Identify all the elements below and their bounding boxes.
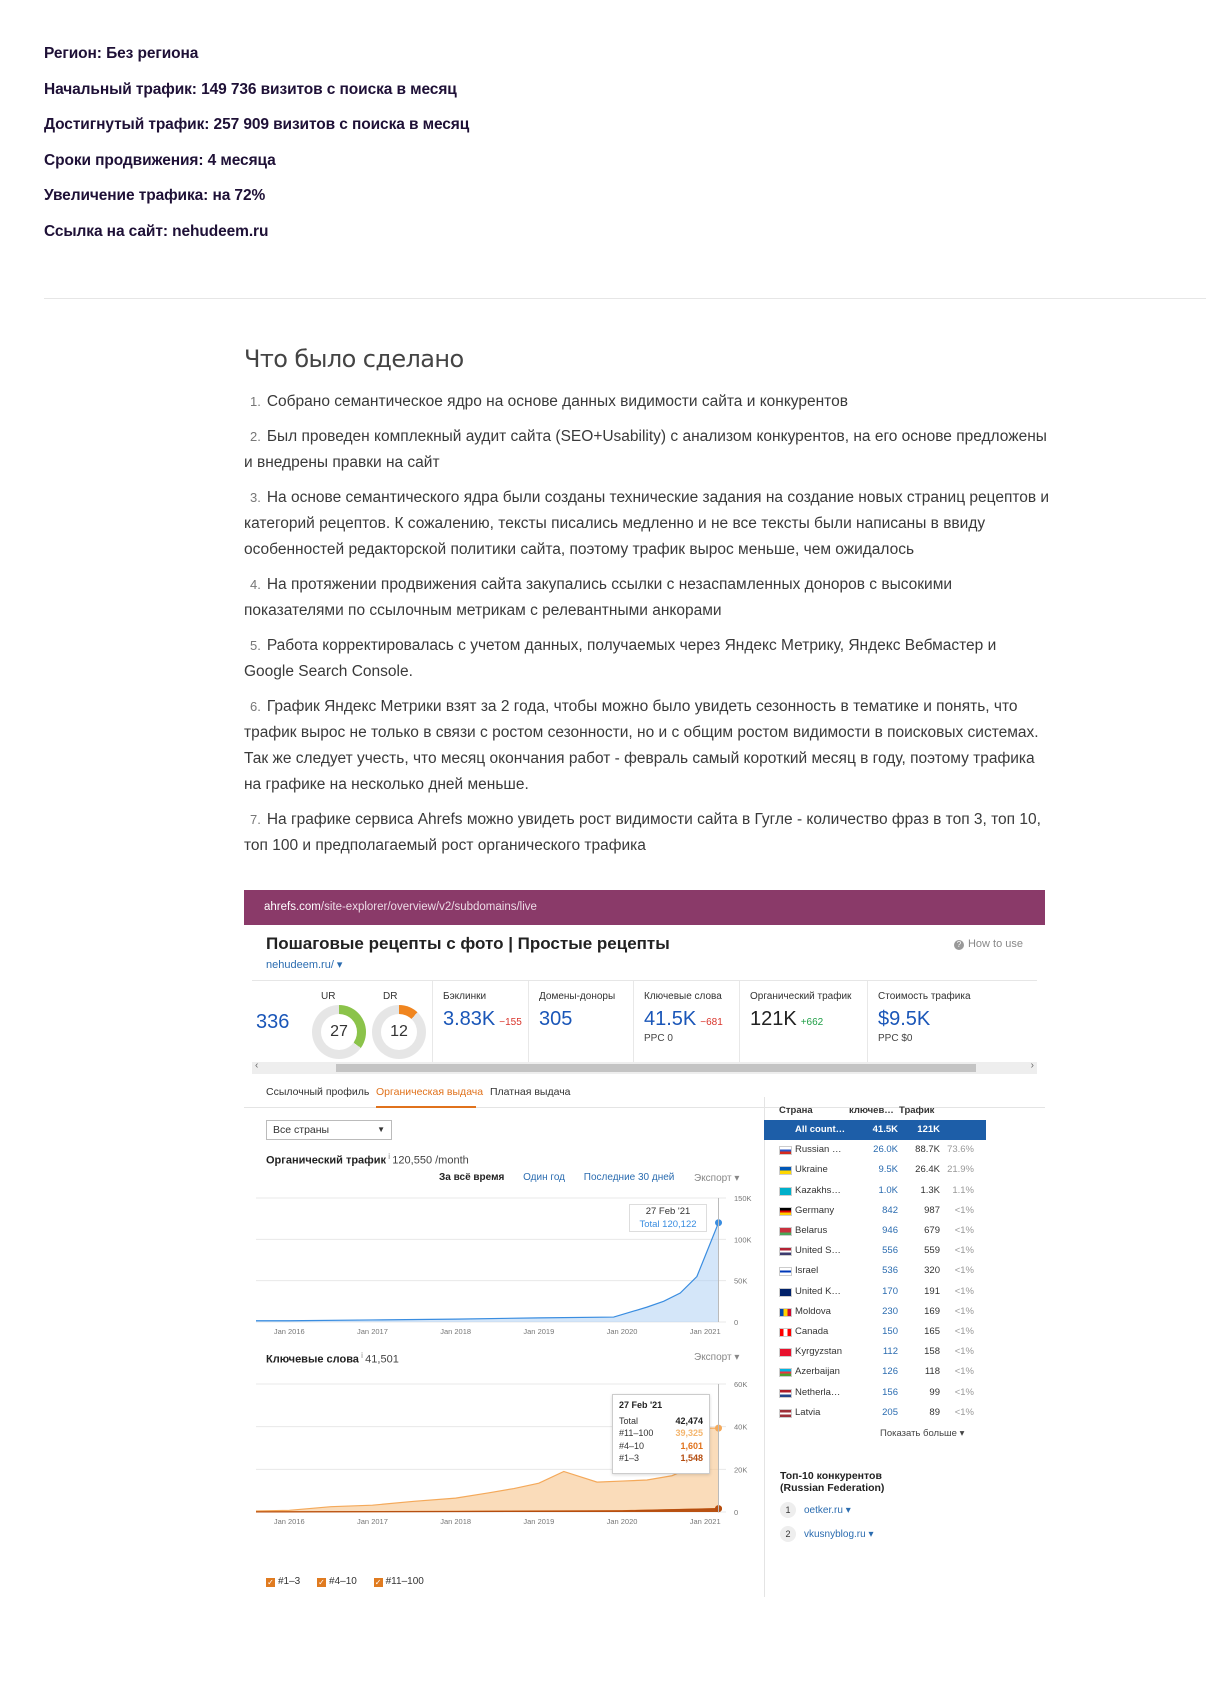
metrics-bar (252, 980, 1037, 1066)
flag-de-icon (779, 1207, 792, 1216)
backlinks-metric[interactable]: Бэклинки 3.83K −155 (432, 981, 528, 1067)
competitor-item[interactable]: 2 vkusnyblog.ru ▾ (780, 1526, 874, 1542)
item-number: 6. (250, 699, 261, 714)
site-url-dropdown[interactable]: nehudeem.ru/ ▾ (266, 959, 343, 971)
work-item (244, 694, 1050, 798)
reached-traffic-value: 257 909 визитов с поиска в месяц (213, 116, 470, 133)
x-tick-label: Jan 2020 (606, 1327, 638, 1336)
flag-us-icon (779, 1247, 792, 1256)
country-row[interactable]: Israel 536 320 <1% (764, 1261, 986, 1281)
country-row[interactable]: Latvia 205 89 <1% (764, 1403, 986, 1423)
y-tick-label: 50K (734, 1276, 748, 1286)
start-traffic-value: 149 736 визитов с поиска в месяц (201, 80, 457, 98)
item-text: Работа корректировалась с учетом данных, получаемых через Яндекс Метрику, Яндекс Вебмастер и Google Search Console. (244, 637, 997, 680)
work-item (244, 633, 1050, 685)
item-number: 3. (250, 490, 261, 505)
range-one-year[interactable]: Один год (523, 1172, 565, 1183)
export-keywords-button[interactable]: Экспорт ▾ (694, 1352, 740, 1363)
show-more-button[interactable]: Показать больше ▾ (880, 1428, 965, 1439)
x-tick-label: Jan 2020 (606, 1517, 638, 1526)
domains-metric[interactable]: Домены-доноры 305 (528, 981, 633, 1067)
x-tick-label: Jan 2017 (357, 1517, 388, 1526)
item-number: 2. (250, 429, 261, 444)
flag-by-icon (779, 1227, 792, 1236)
flag-il-icon (779, 1267, 792, 1276)
tooltip-row: #11–100 39,325 (619, 1428, 703, 1438)
growth-value: на 72% (212, 187, 266, 204)
ur-label: UR (321, 991, 336, 1002)
country-row[interactable]: Moldova 230 169 <1% (764, 1302, 986, 1322)
work-item (244, 389, 1050, 415)
scroll-left-icon[interactable]: ‹ (255, 1060, 259, 1071)
country-row[interactable]: Russian … 26.0K 88.7K 73.6% (764, 1140, 986, 1160)
site-link-row: Ссылка на сайт: nehudeem.ru (44, 222, 269, 240)
flag-kg-icon (779, 1348, 792, 1357)
region-row: Регион: Без региона (44, 45, 199, 62)
x-tick-label: Jan 2021 (689, 1327, 721, 1336)
item-text: На основе семантического ядра были созданы технические задания на создание новых страниц рецептов и категорий рецептов. К сожалению, тексты писались медленно и не все тексты были написаны в ввиду особенностей редакторской политики сайта, поэтому трафик вырос меньше, чем ожидалось (244, 489, 1050, 558)
question-icon: ? (954, 940, 964, 950)
country-row[interactable]: Kazakhs… 1.0K 1.3K 1.1% (764, 1181, 986, 1201)
term-value: 4 месяца (207, 151, 276, 169)
keywords-legend (266, 1576, 438, 1587)
flag-gb-icon (779, 1288, 792, 1297)
checkbox-icon[interactable]: ✓ (318, 1578, 325, 1587)
site-link[interactable]: nehudeem.ru (172, 222, 269, 240)
x-tick-label: Jan 2018 (440, 1517, 472, 1526)
dr-gauge: 12 (372, 1005, 426, 1059)
country-row[interactable]: United S… 556 559 <1% (764, 1241, 986, 1261)
y-tick-label: 150K (734, 1194, 752, 1203)
divider (44, 298, 1206, 299)
y-tick-label: 0 (734, 1318, 739, 1327)
competitor-item[interactable]: 1 oetker.ru ▾ (780, 1502, 851, 1518)
work-item (244, 424, 1050, 476)
x-tick-label: Jan 2019 (523, 1327, 555, 1336)
scroll-right-icon[interactable]: › (1030, 1060, 1034, 1071)
country-select[interactable]: Все страны ▼ (266, 1120, 392, 1140)
tab-backlink-profile[interactable]: Ссылочный профиль (266, 1086, 370, 1098)
site-title: Пошаговые рецепты с фото | Простые рецепты (266, 934, 670, 953)
top10-competitors-title: Топ-10 конкурентов (Russian Federation) (780, 1470, 885, 1494)
work-item (244, 572, 1050, 624)
term-row: Сроки продвижения: 4 месяца (44, 151, 276, 169)
reached-traffic-row: Достигнутый трафик: 257 909 визитов с поиска в месяц (44, 116, 470, 133)
start-traffic-row: Начальный трафик: 149 736 визитов с поиска в месяц (44, 80, 457, 98)
ahrefs-screenshot: ahrefs.com/site-explorer/overview/v2/subdomains/live Пошаговые рецепты с фото | Простые рецепты nehudeem.ru/ ▾ ? How to use 336 UR 27 DR 12 Бэклинки 3.83K −155 Домены-доноры 305 Ключевые слова 41.5K −681 PPC 0 Органический трафик 121K +662 Стоимость трафика $9.5K PPC $0 ‹ › Ссылочный профиль Органическая выдача Платная выдача Все страны ▼ Органический трафик $^i$ 120,550 /month За всё время Один год Последние 30 дней Экспорт ▾ 0 50K 100K 150K Jan 2016 Jan 2017 Jan 2018 Jan 2019 Jan 2020 Jan 2021 27 Feb '21 Total 120,122 Ключевые слова $^i$ 41,501 Экспорт ▾ 0 20K 40K 60K Jan 2016 Jan 2017 Jan 2018 Jan 2019 Jan 2020 Jan 2021 27 Feb '21 Total 42,474 #11–100 39,325 #4–10 1,601 #1–3 1,548 ✓ #1–3 ✓ #4–10 ✓ #11–100 Страна ключев… Трафик All count… 41.5K 121K Russian … 26.0K 88.7K 73.6% Ukraine 9.5K 26.4K 21.9% Kazakhs… 1.0K 1.3K 1.1% Germany 842 987 <1% Belarus 946 679 <1% United S… 556 559 <1% Israel 536 320 <1% United K… 170 191 <1% Moldova 230 169 <1% Canada 150 165 <1% Kyrgyzstan 112 158 <1% Azerbaijan 126 118 <1% Netherla… 156 99 <1% Latvia 205 89 <1% Показать больше ▾ Топ-10 конкурентов (Russian Federation) 1 oetker.ru ▾ 2 vkusnyblog.ru ▾ (244, 890, 1045, 1605)
item-number: 1. (250, 394, 261, 409)
region-value: Без региона (106, 45, 199, 62)
export-traffic-button[interactable]: Экспорт ▾ (694, 1173, 740, 1184)
work-list (244, 389, 1050, 859)
organic-traffic-metric[interactable]: Органический трафик 121K +662 (739, 981, 867, 1067)
site-header (266, 934, 670, 971)
keywords-title: Ключевые слова $^i$ 41,501 (266, 1351, 399, 1366)
y-tick-label: 40K (734, 1422, 748, 1432)
item-number: 7. (250, 812, 261, 827)
x-tick-label: Jan 2019 (523, 1517, 555, 1526)
flag-ua-icon (779, 1166, 792, 1175)
y-tick-label: 100K (734, 1235, 752, 1245)
flag-nl-icon (779, 1389, 792, 1398)
tab-organic-search[interactable]: Органическая выдача (376, 1086, 484, 1098)
y-tick-label: 20K (734, 1465, 748, 1475)
address-bar[interactable]: ahrefs.com/site-explorer/overview/v2/subdomains/live (244, 890, 1045, 925)
country-row[interactable]: Netherla… 156 99 <1% (764, 1383, 986, 1403)
flag-az-icon (779, 1368, 792, 1377)
traffic-tooltip: 27 Feb '21 Total 120,122 (629, 1204, 707, 1232)
item-text: График Яндекс Метрики взят за 2 года, чтобы можно было увидеть сезонность в тематике и понять, что трафик вырос не только в связи с ростом сезонности, но и с общим ростом видимости в поисковых системах. Так же следует учесть, что месяц окончания работ - февраль самый короткий месяц в году, поэтому трафика на графике на несколько дней меньше. (244, 698, 1039, 793)
legend-top10[interactable]: ✓ #4–10 (318, 1576, 357, 1587)
traffic-cost-metric[interactable]: Стоимость трафика $9.5K PPC $0 (867, 981, 1037, 1067)
section-title: Что было сделано (244, 345, 464, 373)
tooltip-row: Total 42,474 (619, 1415, 703, 1426)
report-tabs (244, 1075, 1045, 1108)
checkbox-icon[interactable]: ✓ (374, 1578, 382, 1587)
horizontal-scrollbar[interactable] (252, 1062, 1037, 1074)
flag-ru-icon (779, 1146, 792, 1155)
x-tick-label: Jan 2018 (440, 1327, 472, 1336)
item-text: На графике сервиса Ahrefs можно увидеть рост видимости сайта в Гугле - количество фраз в топ 3, топ 10, топ 100 и предполагаемый рост органического трафика (244, 811, 1041, 854)
tooltip-row: #1–3 1,548 (619, 1453, 703, 1463)
ur-gauge: 27 (312, 1005, 366, 1059)
range-all-time[interactable]: За всё время (439, 1172, 505, 1183)
x-tick-label: Jan 2017 (357, 1327, 388, 1336)
x-tick-label: Jan 2021 (689, 1517, 721, 1526)
project-summary (44, 42, 469, 255)
date-range-selector (439, 1172, 690, 1183)
series-line (256, 1223, 719, 1321)
y-tick-label: 0 (734, 1508, 739, 1517)
country-row[interactable]: Canada 150 165 <1% (764, 1322, 986, 1342)
item-text: Собрано семантическое ядро на основе данных видимости сайта и конкурентов (266, 393, 848, 410)
item-text: Был проведен комплекный аудит сайта (SEO+Usability) с анализом конкурентов, на его основе предложены и внедрены правки на сайт (244, 428, 1047, 471)
x-tick-label: Jan 2016 (273, 1517, 305, 1526)
work-item (244, 485, 1050, 563)
series-area (256, 1223, 719, 1322)
legend-top3[interactable]: ✓ #1–3 (267, 1576, 301, 1587)
organic-traffic-title: Органический трафик $^i$ 120,550 /month (266, 1152, 469, 1167)
x-tick-label: Jan 2016 (273, 1327, 305, 1336)
country-row[interactable]: Ukraine 9.5K 26.4K 21.9% (764, 1160, 986, 1180)
country-row[interactable]: Azerbaijan 126 118 <1% (764, 1362, 986, 1382)
country-row[interactable]: Kyrgyzstan 112 158 <1% (764, 1342, 986, 1362)
country-row[interactable]: United K… 170 191 <1% (764, 1282, 986, 1302)
how-to-use-link[interactable]: ? How to use (954, 938, 1023, 950)
flag-kz-icon (779, 1187, 792, 1196)
work-done-section (244, 345, 1050, 868)
flag-md-icon (779, 1308, 792, 1317)
flag-lv-icon (779, 1409, 792, 1418)
keywords-tooltip: 27 Feb '21 Total 42,474 #11–100 39,325 #4–10 1,601 #1–3 1,548 (612, 1394, 710, 1474)
legend-top100[interactable]: ✓ #11–100 (374, 1576, 424, 1587)
country-row-all[interactable]: All count… 41.5K 121K (764, 1120, 986, 1140)
dr-label: DR (383, 991, 398, 1002)
range-last-30-days[interactable]: Последние 30 дней (583, 1172, 675, 1183)
tooltip-row: #4–10 1,601 (619, 1440, 703, 1451)
checkbox-icon[interactable]: ✓ (267, 1578, 274, 1587)
item-text: На протяжении продвижения сайта закупались ссылки с незаспамленных доноров с высокими показателями по ссылочным метрикам с релевантными анкорами (244, 576, 953, 619)
work-item (244, 807, 1050, 859)
keywords-metric[interactable]: Ключевые слова 41.5K −681 PPC 0 (633, 981, 739, 1067)
item-number: 5. (250, 638, 261, 653)
y-tick-label: 60K (734, 1380, 748, 1389)
country-row[interactable]: Germany 842 987 <1% (764, 1201, 986, 1221)
cut-metric-value: 336 (256, 1011, 290, 1033)
tab-paid-search[interactable]: Платная выдача (490, 1086, 571, 1098)
caret-down-icon: ▼ (377, 1125, 385, 1134)
country-row[interactable]: Belarus 946 679 <1% (764, 1221, 986, 1241)
growth-row: Увеличение трафика: на 72% (44, 187, 266, 204)
item-number: 4. (250, 577, 261, 592)
flag-ca-icon (779, 1328, 792, 1337)
